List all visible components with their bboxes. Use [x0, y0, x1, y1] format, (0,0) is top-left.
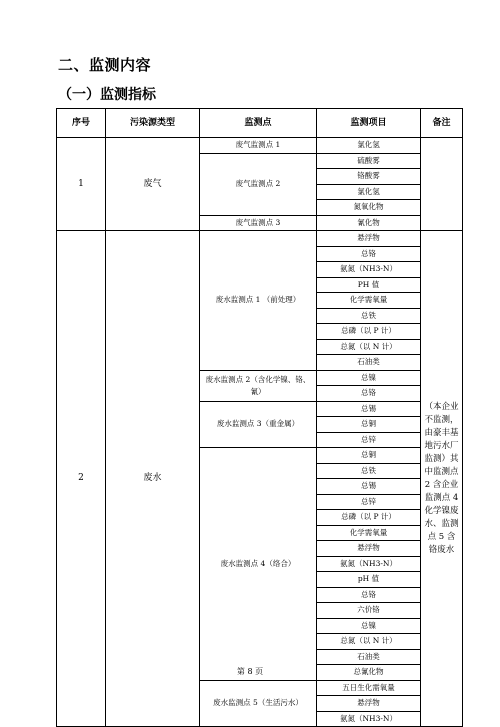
monitoring-item-cell: 总镍: [317, 370, 421, 386]
monitoring-point-cell: 废气监测点 2: [200, 153, 317, 215]
monitoring-item-cell: 六价铬: [317, 603, 421, 619]
monitoring-item-cell: 总锌: [317, 432, 421, 448]
monitoring-item-cell: 总铜: [317, 417, 421, 433]
monitoring-item-cell: 氨氮（NH3-N）: [317, 262, 421, 278]
monitoring-item-cell: pH 值: [317, 572, 421, 588]
monitoring-item-cell: 总铁: [317, 463, 421, 479]
monitoring-item-cell: 氯化氢: [317, 184, 421, 200]
monitoring-item-cell: 总镍: [317, 618, 421, 634]
table-row: [57, 138, 463, 154]
header-cell: 污染源类型: [106, 109, 200, 138]
monitoring-point-cell: 废水监测点 3（重金属）: [200, 401, 317, 448]
header-cell: 监测项目: [317, 109, 421, 138]
table-header-row: [57, 109, 463, 138]
monitoring-item-cell: 总氰化物: [317, 665, 421, 681]
monitoring-item-cell: 总铬: [317, 587, 421, 603]
remark-cell: （本企业不监测，由豪丰基地污水厂监测）其中监测点 2 含企业监测点 4 化学镍废水、监测点 5 含铬废水: [421, 231, 463, 727]
monitoring-item-cell: PH 值: [317, 277, 421, 293]
monitoring-item-cell: 铬酸雾: [317, 169, 421, 185]
serial-number-cell: 2: [57, 231, 106, 727]
monitoring-item-cell: 总氮（以 N 计）: [317, 634, 421, 650]
monitoring-item-cell: 总锡: [317, 479, 421, 495]
subsection-heading: （一）监测指标: [58, 87, 156, 103]
source-type-cell: 废水: [106, 231, 200, 727]
monitoring-item-cell: 总铁: [317, 308, 421, 324]
monitoring-item-cell: 石油类: [317, 649, 421, 665]
header-cell: 监测点: [200, 109, 317, 138]
monitoring-point-cell: 废水监测点 2（含化学镍、铬、氰）: [200, 370, 317, 401]
monitoring-item-cell: 氨氮（NH3-N）: [317, 711, 421, 727]
monitoring-item-cell: 总锌: [317, 494, 421, 510]
section-heading: 二、监测内容: [58, 56, 152, 74]
monitoring-item-cell: 悬浮物: [317, 696, 421, 712]
serial-number-cell: 1: [57, 138, 106, 231]
source-type-cell: 废气: [106, 138, 200, 231]
monitoring-item-cell: 总锡: [317, 401, 421, 417]
monitoring-item-cell: 氨氮（NH3-N）: [317, 556, 421, 572]
table-row: [57, 231, 463, 247]
monitoring-item-cell: 总磷（以 P 计）: [317, 510, 421, 526]
table-body: [57, 138, 463, 727]
monitoring-point-cell: 废气监测点 3: [200, 215, 317, 231]
monitoring-item-cell: 化学需氧量: [317, 293, 421, 309]
monitoring-item-cell: 总氮（以 N 计）: [317, 339, 421, 355]
monitoring-item-cell: 硫酸雾: [317, 153, 421, 169]
header-cell: 备注: [421, 109, 463, 138]
monitoring-item-cell: 总铬: [317, 246, 421, 262]
monitoring-item-cell: 氯化氢: [317, 138, 421, 154]
monitoring-point-cell: 废水监测点 5（生活污水）: [200, 680, 317, 727]
monitoring-item-cell: 氮氧化物: [317, 200, 421, 216]
monitoring-item-cell: 化学需氧量: [317, 525, 421, 541]
monitoring-item-cell: 悬浮物: [317, 541, 421, 557]
monitoring-item-cell: 氰化物: [317, 215, 421, 231]
monitoring-item-cell: 悬浮物: [317, 231, 421, 247]
monitoring-point-cell: 废气监测点 1: [200, 138, 317, 154]
remark-cell: [421, 138, 463, 231]
monitoring-item-cell: 五日生化需氧量: [317, 680, 421, 696]
monitoring-point-cell: 废水监测点 4（络合）: [200, 448, 317, 681]
monitoring-item-cell: 石油类: [317, 355, 421, 371]
page-number: 第 8 页: [236, 667, 264, 676]
header-cell: 序号: [57, 109, 106, 138]
monitoring-item-cell: 总铬: [317, 386, 421, 402]
monitoring-point-cell: 废水监测点 1 （前处理）: [200, 231, 317, 371]
monitoring-table: [56, 108, 463, 727]
monitoring-item-cell: 总磷（以 P 计）: [317, 324, 421, 340]
monitoring-item-cell: 总铜: [317, 448, 421, 464]
